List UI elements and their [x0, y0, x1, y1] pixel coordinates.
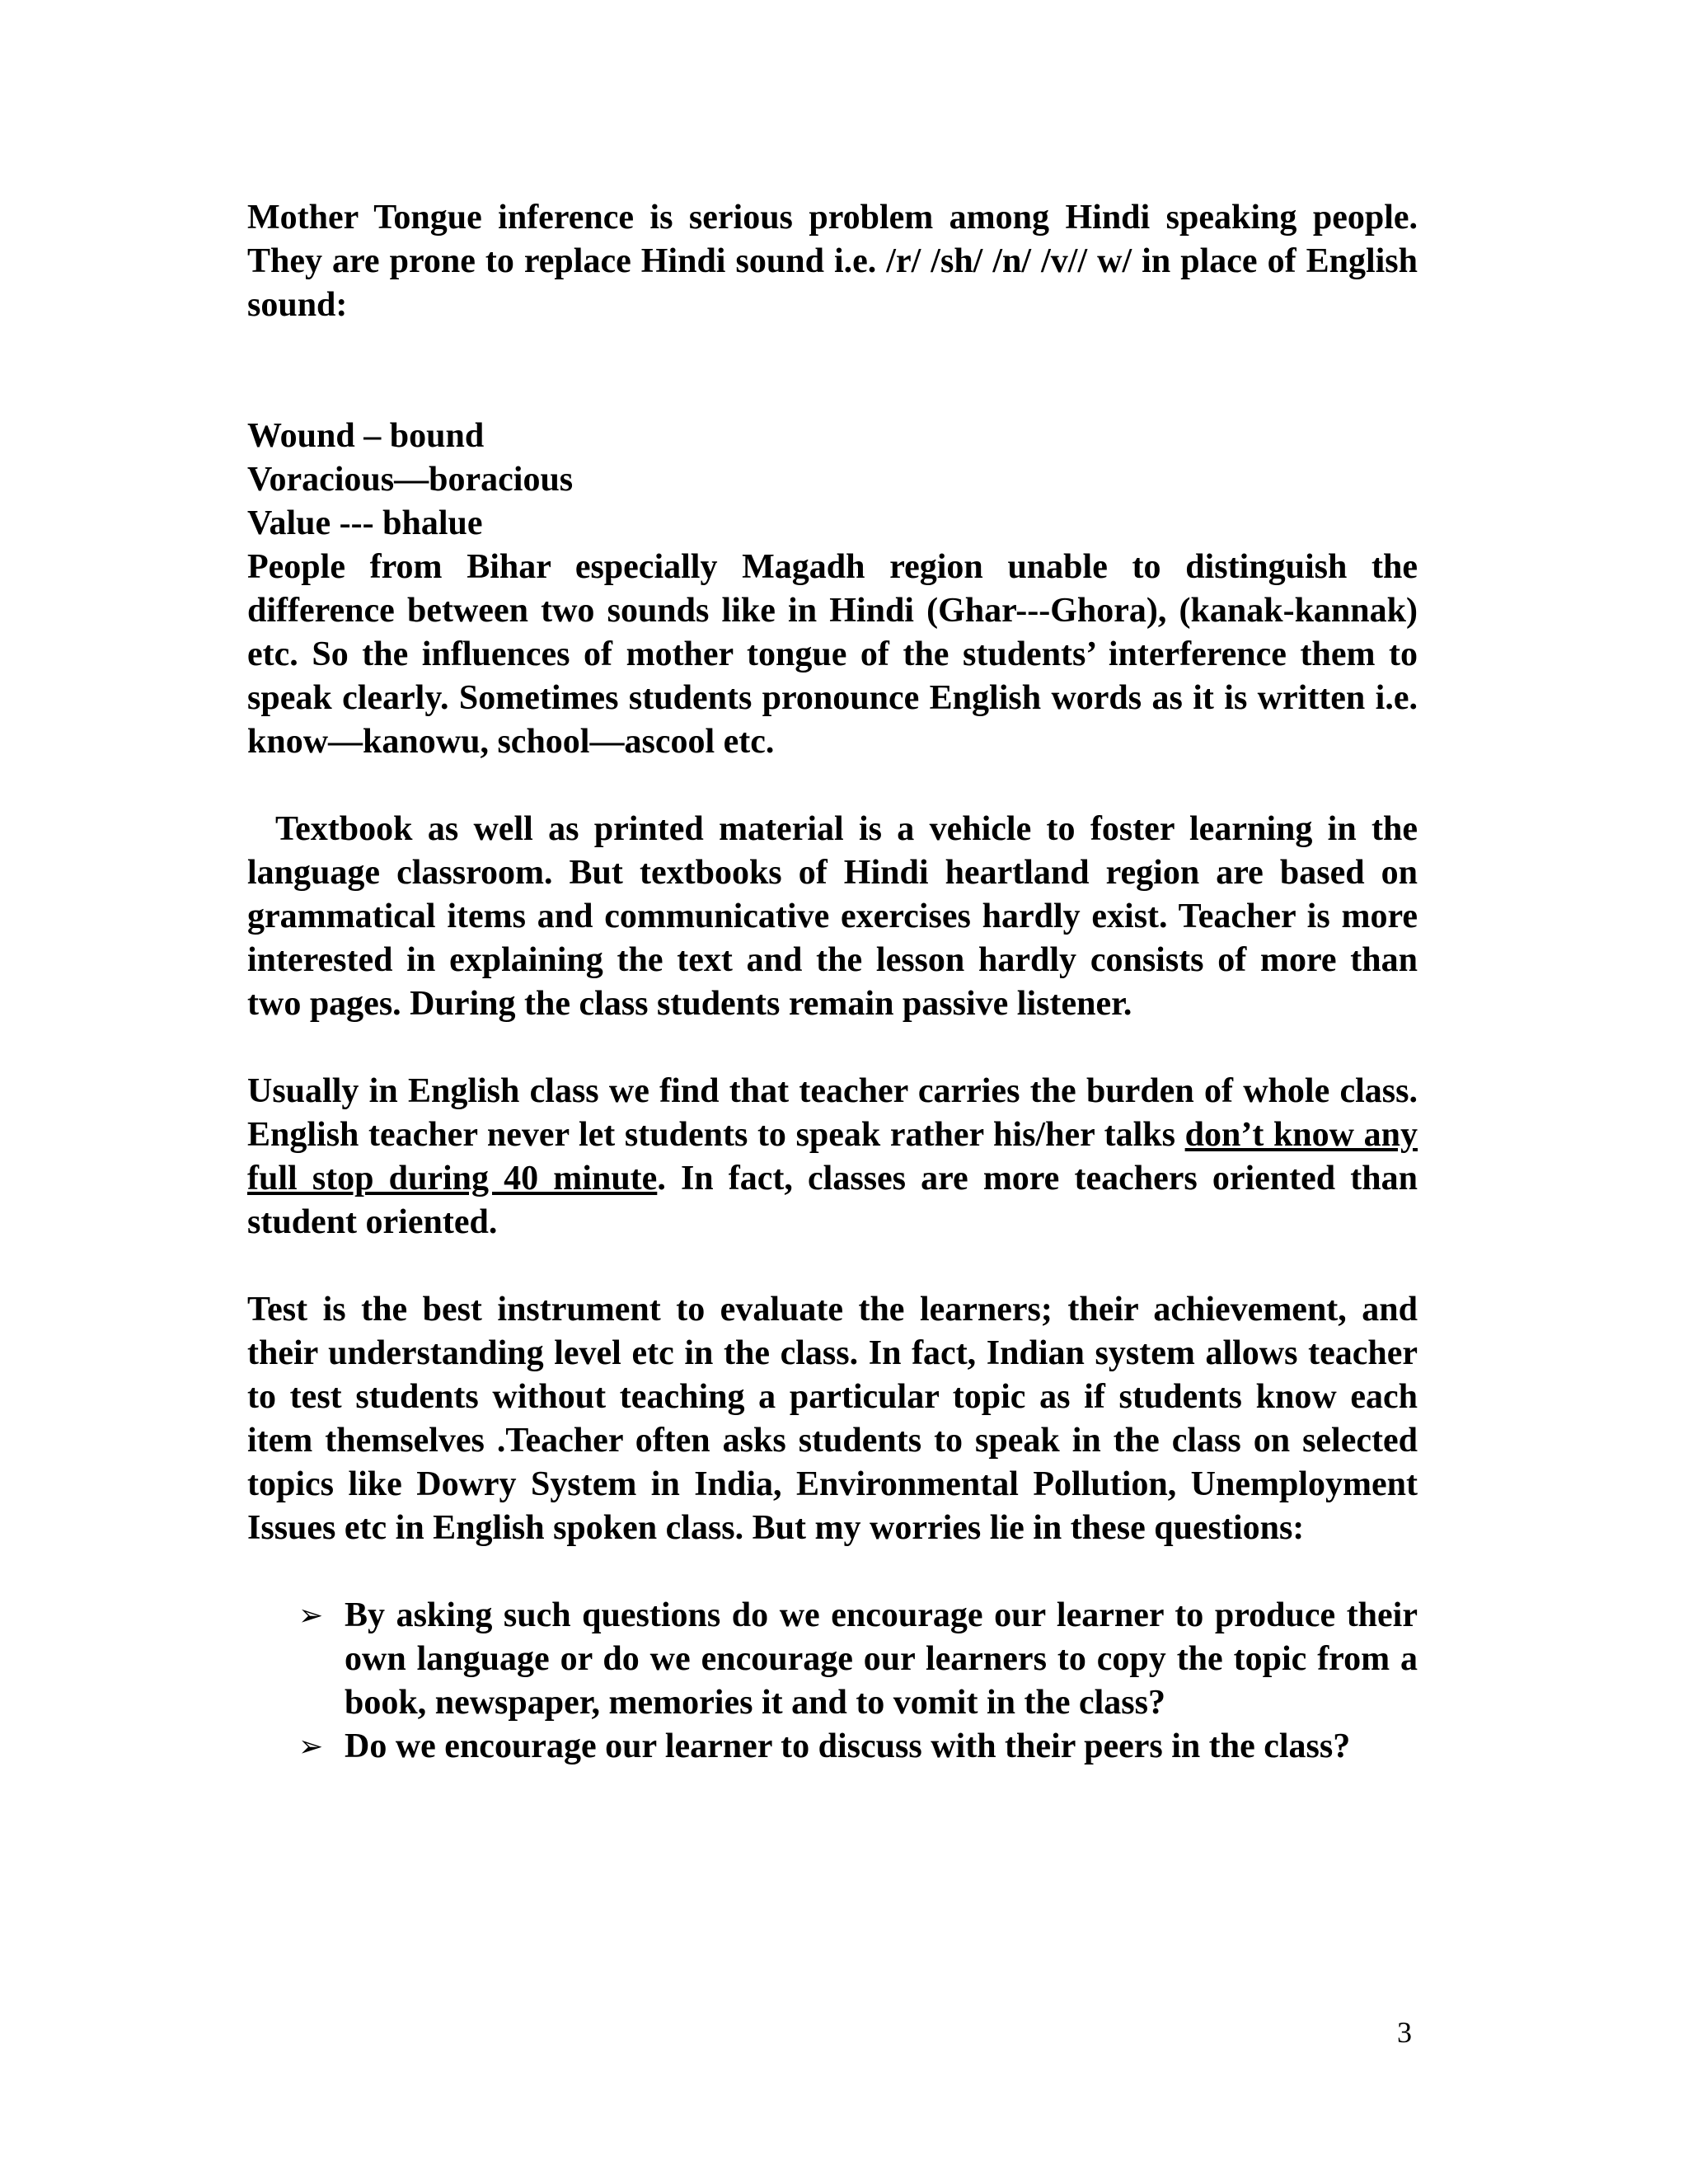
spacer [247, 327, 1418, 415]
question-text: By asking such questions do we encourage our learner to produce their own language or do we encourage our learners to copy the topic from a book, newspaper, memories it and to vomit in the class? [345, 1596, 1418, 1722]
paragraph-english-class [247, 1070, 1418, 1244]
paragraph-test: Test is the best instrument to evaluate the learners; their achievement, and their understanding level etc in the class. In fact, Indian system allows teacher to test students without teaching a particular topic as if students know each item themselves .Teacher often asks students to speak in the class on selected topics like Dowry System in India, Environmental Pollution, Unemployment Issues etc in English spoken class. But my worries lie in these questions: [247, 1291, 1418, 1547]
example-line: Wound – bound [247, 417, 485, 455]
spacer [247, 1244, 1418, 1288]
paragraph-textbook: Textbook as well as printed material is a vehicle to foster learning in the language classroom. But textbooks of Hindi heartland region are based on grammatical items and communicative exercises hardly exist. Teacher is more interested in explaining the text and the lesson hardly consists of more than two pages. During the class students remain passive listener. [247, 810, 1418, 1023]
underlined-phrase: don’t know any full stop during 40 minute [247, 1116, 1418, 1197]
arrow-bullet-icon: ➢ [298, 1730, 324, 1764]
example-line: Value --- bhalue [247, 504, 483, 542]
example-line: Voracious—boracious [247, 461, 574, 499]
question-item [247, 1594, 1418, 1725]
page-number: 3 [1397, 2016, 1412, 2049]
question-list [247, 1594, 1418, 1769]
document-body [247, 196, 1418, 1769]
spacer [247, 764, 1418, 808]
question-text: Do we encourage our learner to discuss with their peers in the class? [345, 1727, 1351, 1765]
arrow-bullet-icon: ➢ [298, 1599, 324, 1633]
question-item [247, 1725, 1418, 1769]
paragraph-english-class-end: . In fact, classes are more teachers oriented than student oriented. [247, 1160, 1418, 1241]
spacer [247, 1026, 1418, 1070]
paragraph-bihar: People from Bihar especially Magadh region unable to distinguish the difference between two sounds like in Hindi (Ghar---Ghora), (kanak-kannak) etc. So the influences of mother tongue of the students’ interference them to speak clearly. Sometimes students pronounce English words as it is written i.e. know—kanowu, school—ascool etc. [247, 548, 1418, 761]
paragraph-english-class-start: Usually in English class we find that teacher carries the burden of whole class. English teacher never let students to speak rather his/her talks [247, 1072, 1418, 1154]
paragraph-mother-tongue: Mother Tongue inference is serious problem among Hindi speaking people. They are prone to replace Hindi sound i.e. /r/ /sh/ /n/ /v// w/ in place of English sound: [247, 199, 1418, 324]
